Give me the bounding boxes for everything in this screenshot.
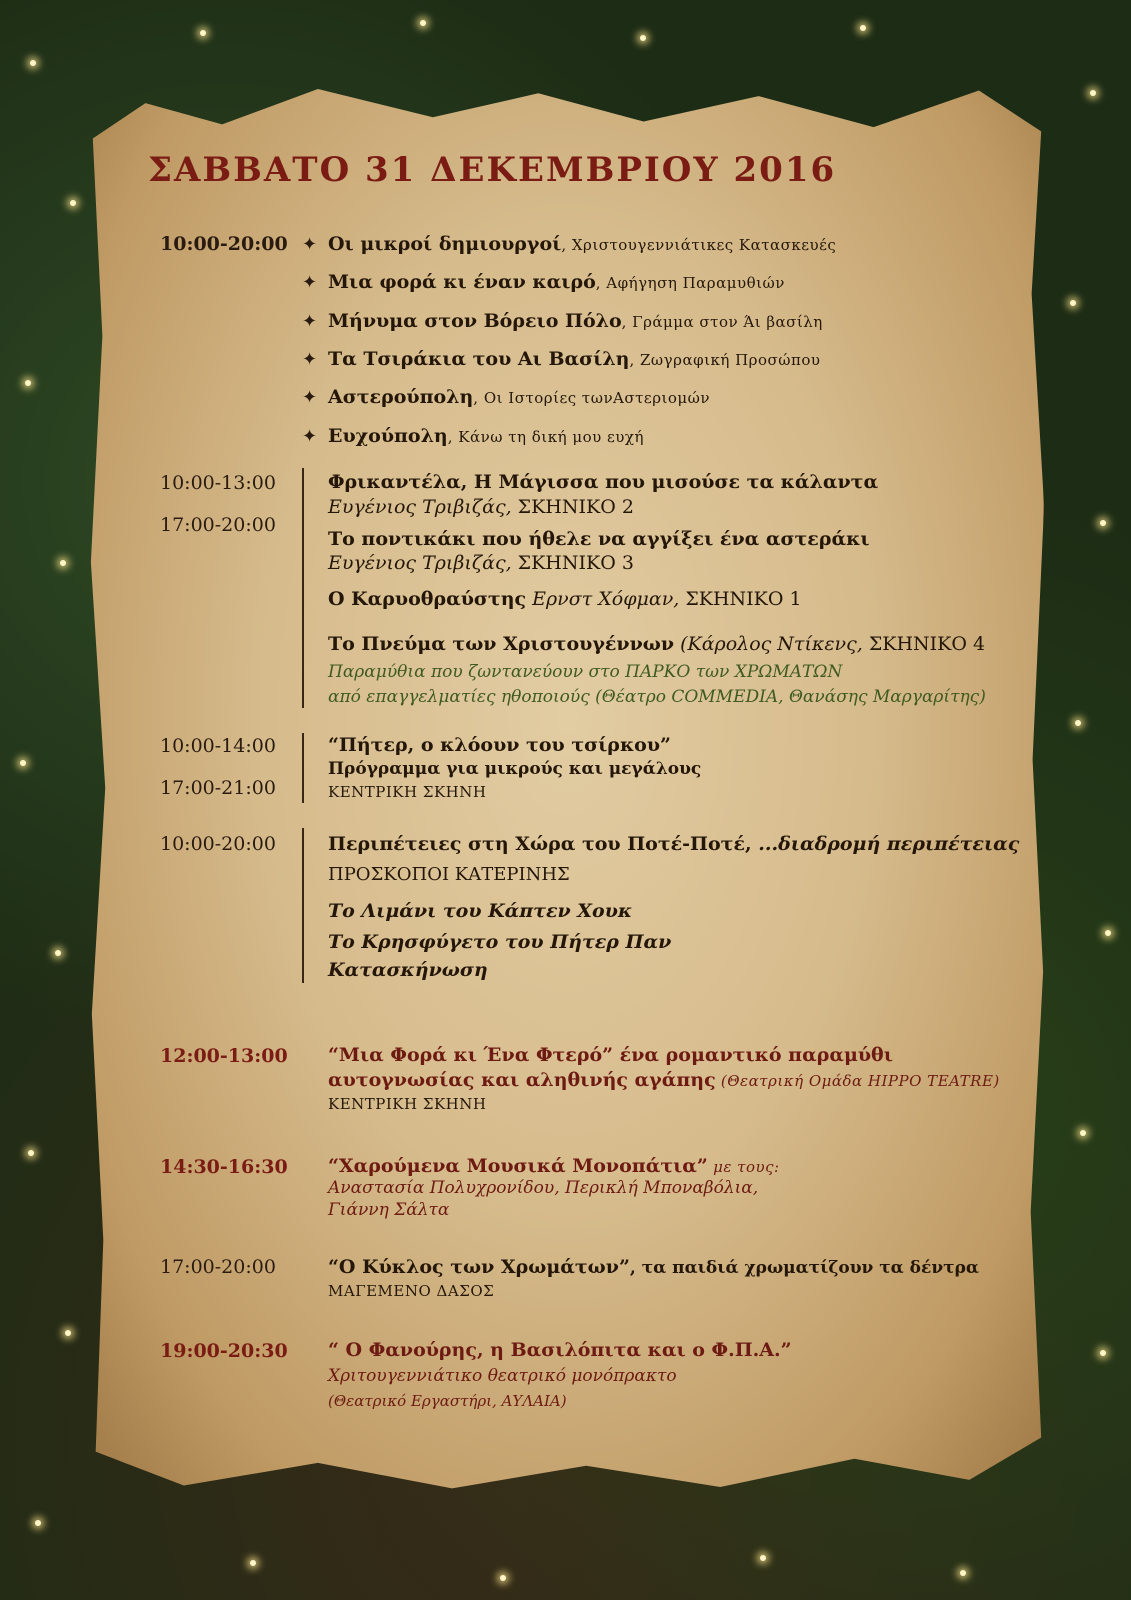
s4-line: Κατασκήνωση (328, 959, 488, 981)
s6-line: Αναστασία Πολυχρονίδου, Περικλή Μποναβόλια, (328, 1178, 759, 1198)
s3-line: ΚΕΝΤΡΙΚΗ ΣΚΗΝΗ (328, 783, 487, 801)
s1-item: Ευχούπολη, Κάνω τη δική μου ευχή (328, 425, 644, 447)
s8-time: 19:00-20:30 (160, 1340, 288, 1362)
s1-item: Τα Τσιράκια του Αι Βασίλη, Ζωγραφική Προσώπου (328, 348, 821, 370)
s7-time: 17:00-20:00 (160, 1256, 276, 1278)
s4-line: Το Κρησφύγετο του Πήτερ Παν (328, 931, 672, 953)
s8-line: Χριτουγεννιάτικο θεατρικό μονόπρακτο (328, 1366, 677, 1386)
star-bullet-icon: ✦ (302, 426, 318, 447)
s3-line: Πρόγραμμα για μικρούς και μεγάλους (328, 759, 702, 779)
s1-item: Μήνυμα στον Βόρειο Πόλο, Γράμμα στον Άι βασίλη (328, 310, 823, 332)
s1-time: 10:00-20:00 (160, 233, 288, 255)
s6-line: “Χαρούμενα Μουσικά Μονοπάτια” με τους: (328, 1155, 780, 1177)
s2-line: Το Πνεύμα των Χριστουγέννων (Κάρολος Ντίκενς, ΣΚΗΝΙΚΟ 4 (328, 633, 986, 655)
s3-line: “Πήτερ, ο κλόουν του τσίρκου” (328, 734, 671, 756)
s5-line: “Μια Φορά κι Ένα Φτερό” ένα ρομαντικό παραμύθι (328, 1044, 893, 1066)
s8-line: (Θεατρικό Εργαστήρι, ΑΥΛΑΙΑ) (328, 1392, 567, 1410)
star-bullet-icon: ✦ (302, 387, 318, 408)
star-bullet-icon: ✦ (302, 349, 318, 370)
s1-item: Αστερούπολη, Οι Ιστορίες τωνΑστεριομών (328, 386, 711, 408)
page-title: ΣΑΒΒΑΤΟ 31 ΔΕΚΕΜΒΡΙΟΥ 2016 (148, 150, 837, 190)
s4-time: 10:00-20:00 (160, 833, 276, 855)
s2-line: Ευγένιος Τριβιζάς, ΣΚΗΝΙΚΟ 3 (328, 552, 634, 574)
s2-line: Ο Καρυοθραύστης Ερνστ Χόφμαν, ΣΚΗΝΙΚΟ 1 (328, 588, 802, 610)
divider (302, 733, 304, 803)
s2-line: Παραμύθια που ζωντανεύουν στο ΠΑΡΚΟ των ΧΡΩΜΑΤΩΝ (328, 662, 843, 682)
s6-time: 14:30-16:30 (160, 1156, 288, 1178)
star-bullet-icon: ✦ (302, 234, 318, 255)
s7-line: “Ο Κύκλος των Χρωμάτων”, τα παιδιά χρωματίζουν τα δέντρα (328, 1256, 979, 1278)
s1-item: Οι μικροί δημιουργοί, Χριστουγεννιάτικες Κατασκευές (328, 233, 837, 255)
s2-line: Ευγένιος Τριβιζάς, ΣΚΗΝΙΚΟ 2 (328, 496, 634, 518)
s3-time-1: 10:00-14:00 (160, 735, 276, 757)
s5-line: ΚΕΝΤΡΙΚΗ ΣΚΗΝΗ (328, 1095, 487, 1113)
divider (302, 468, 304, 708)
s6-line: Γιάννη Σάλτα (328, 1200, 450, 1220)
s2-line: Το ποντικάκι που ήθελε να αγγίξει ένα αστεράκι (328, 528, 870, 550)
s2-line: από επαγγελματίες ηθοποιούς (Θέατρο COMMEDIA, Θανάσης Μαργαρίτης) (328, 687, 986, 707)
s5-time: 12:00-13:00 (160, 1045, 288, 1067)
s3-time-2: 17:00-21:00 (160, 777, 276, 799)
s8-line: “ Ο Φανούρης, η Βασιλόπιτα και ο Φ.Π.Α.” (328, 1339, 792, 1361)
s2-time-2: 17:00-20:00 (160, 514, 276, 536)
s7-line: ΜΑΓΕΜΕΝΟ ΔΑΣΟΣ (328, 1282, 495, 1300)
s5-line: αυτογνωσίας και αληθινής αγάπης (Θεατρική Ομάδα HIPPO TEATRE) (328, 1069, 1000, 1091)
star-bullet-icon: ✦ (302, 311, 318, 332)
s1-item: Μια φορά κι έναν καιρό, Αφήγηση Παραμυθιών (328, 271, 785, 293)
divider (302, 828, 304, 983)
s4-line: Περιπέτειες στη Χώρα του Ποτέ-Ποτέ, ...διαδρομή περιπέτειας (328, 833, 1020, 855)
s4-line: ΠΡΟΣΚΟΠΟΙ ΚΑΤΕΡΙΝΗΣ (328, 864, 570, 885)
star-bullet-icon: ✦ (302, 272, 318, 293)
s2-time-1: 10:00-13:00 (160, 472, 276, 494)
s4-line: Το Λιμάνι του Κάπτεν Χουκ (328, 900, 633, 922)
s2-line: Φρικαντέλα, Η Μάγισσα που μισούσε τα κάλαντα (328, 471, 879, 493)
